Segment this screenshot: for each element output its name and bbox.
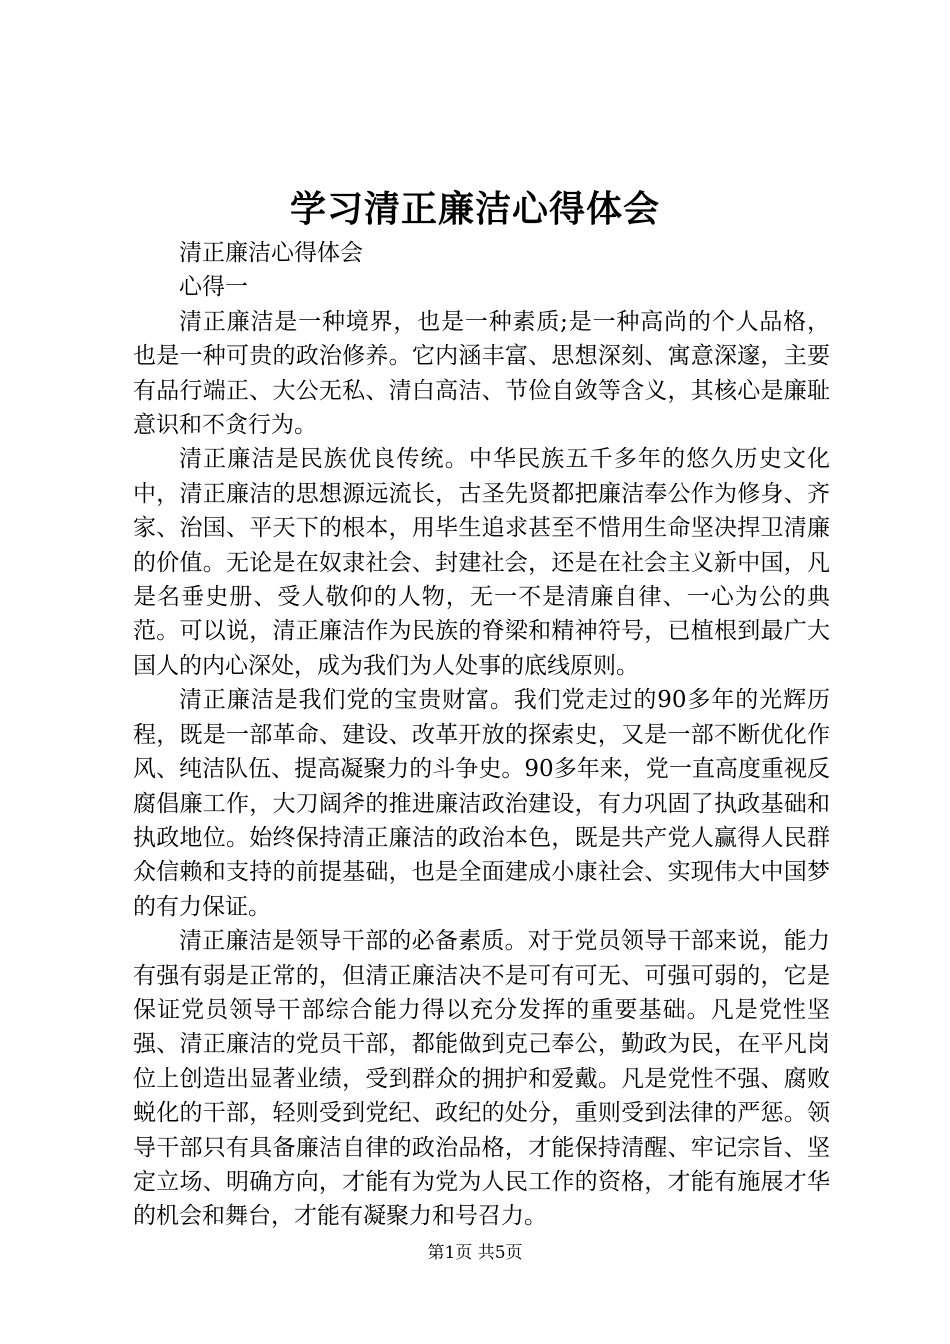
body-paragraph: 清正廉洁是我们党的宝贵财富。我们党走过的90多年的光辉历程，既是一部革命、建设、改革开放的探索史，又是一部不断优化作风、纯洁队伍、提高凝聚力的斗争史。90多年来，党一直高度重视反腐倡廉工作，大刀阔斧的推进廉洁政治建设，有力巩固了执政基础和执政地位。始终保持清正廉洁的政治本色，既是共产党人赢得人民群众信赖和支持的前提基础，也是全面建成小康社会、实现伟大中国梦的有力保证。 [133, 687, 830, 920]
document-body [133, 236, 830, 1234]
body-paragraph: 清正廉洁是领导干部的必备素质。对于党员领导干部来说，能力有强有弱是正常的，但清正廉洁决不是可有可无、可强可弱的，它是保证党员领导干部综合能力得以充分发挥的重要基础。凡是党性坚强、清正廉洁的党员干部，都能做到克己奉公，勤政为民，在平凡岗位上创造出显著业绩，受到群众的拥护和爱戴。凡是党性不强、腐败蜕化的干部，轻则受到党纪、政纪的处分，重则受到法律的严惩。领导干部只有具备廉洁自律的政治品格，才能保持清醒、牢记宗旨、坚定立场、明确方向，才能有为党为人民工作的资格，才能有施展才华的机会和舞台，才能有凝聚力和号召力。 [133, 928, 830, 1230]
body-paragraph: 清正廉洁是民族优良传统。中华民族五千多年的悠久历史文化中，清正廉洁的思想源远流长，古圣先贤都把廉洁奉公作为修身、齐家、治国、平天下的根本，用毕生追求甚至不惜用生命坚决捍卫清廉的价值。无论是在奴隶社会、封建社会，还是在社会主义新中国，凡是名垂史册、受人敬仰的人物，无一不是清廉自律、一心为公的典范。可以说，清正廉洁作为民族的脊梁和精神符号，已植根到最广大国人的内心深处，成为我们为人处事的底线原则。 [133, 446, 830, 679]
document-title: 学习清正廉洁心得体会 [289, 189, 660, 230]
section-heading: 心得一 [179, 274, 248, 301]
subtitle-paragraph: 清正廉洁心得体会 [179, 240, 363, 266]
page-number-footer: 第1页 共5页 [427, 1243, 523, 1263]
body-paragraph: 清正廉洁是一种境界，也是一种素质;是一种高尚的个人品格，也是一种可贵的政治修养。它内涵丰富、思想深刻、寓意深邃，主要有品行端正、大公无私、清白高洁、节俭自敛等含义，其核心是廉耻意识和不贪行为。 [133, 308, 830, 439]
